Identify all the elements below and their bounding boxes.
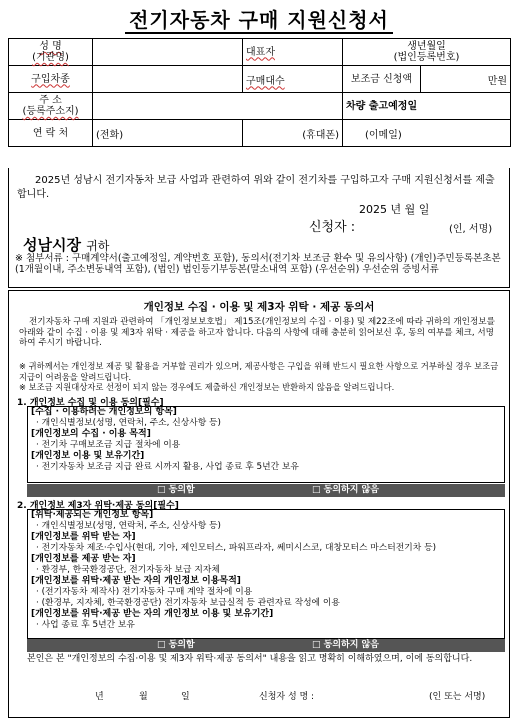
- vehicle-field[interactable]: [93, 66, 243, 93]
- section1-disagree-checkbox[interactable]: □ 동의하지 않음: [312, 485, 379, 495]
- section2-title: 2. 개인정보 제3자 위탁·제공 동의[필수]: [17, 501, 179, 511]
- declaration-text: 2025년 성남시 전기자동차 보급 사업과 관련하여 위와 같이 전기차를 구입하고자 구매 지원신청서를 제출합니다.: [17, 175, 495, 200]
- name-field[interactable]: [93, 39, 243, 66]
- address-label: 주 소 (등록주소지): [9, 93, 93, 120]
- ceo-label: 대표자: [243, 39, 343, 66]
- declaration-date: 2025 년 월 일: [359, 203, 430, 216]
- birth-label: 생년월일 (법인등록번호): [343, 39, 511, 66]
- phone-field[interactable]: (전화): [93, 120, 243, 147]
- mobile-field[interactable]: (휴대폰): [243, 120, 343, 147]
- section1-agree-bar: [27, 484, 505, 497]
- section2-agree-checkbox[interactable]: □ 동의함: [157, 640, 195, 650]
- subsidy-label: 보조금 신청액: [343, 66, 421, 93]
- email-field[interactable]: (이메일): [343, 120, 511, 147]
- declaration-section: [8, 168, 510, 288]
- section1-agree-checkbox[interactable]: □ 동의함: [157, 485, 195, 495]
- attachment-note: ※ 첨부서류 : 구매계약서(출고예정일, 계약번호 포함), 동의서(전기차 보조금 환수 및 유의사항) (개인)주민등록본초본(1개월이내, 주소변동내역 포함), (법인) 법인등기부등본(말소내역 포함) (우선순위) 우선순위 증빙서류: [15, 253, 501, 275]
- section1-box: [수집 · 이용하려는 개인정보의 항목] · 개인식별정보(성명, 연락처, 주소, 신상사항 등) [개인정보의 수집 · 이용 목적] · 전기차 구매보조금 지급 절차에 이용 [개인정보 이용 및 보유기간] · 전기자동차 보조금 지급 완료 시까지 활용, 사업 종료 후 5년간 보유: [27, 406, 505, 483]
- contact-label: 연 락 처: [9, 120, 93, 147]
- consent-title: 개인정보 수집 · 이용 및 제3자 위탁 · 제공 동의서: [143, 301, 375, 313]
- address-field[interactable]: [93, 93, 343, 120]
- applicant-info-table: [8, 38, 511, 147]
- section1-title: 1. 개인정보 수집 및 이용 동의[필수]: [17, 398, 164, 408]
- page-title: 전기자동차 구매 지원신청서: [0, 4, 518, 33]
- consent-warnings: ※ 귀하께서는 개인정보 제공 및 활용을 거부할 권리가 있으며, 제공사항은 구입을 위해 반드시 필요한 사항으로 거부하실 경우 보조금 지급이 어려움을 알려드립니다. ※ 보조금 지원대상자로 선정이 되지 않는 경우에도 제출하신 개인정보는 반환하지 않음을 알려드립니다.: [19, 361, 499, 392]
- applicant-label: 신청자 :: [309, 220, 356, 235]
- vehicle-label: 구입차종: [9, 66, 93, 93]
- name-label: 성 명 (기관명): [9, 39, 93, 66]
- quantity-label: 구매대수: [243, 66, 343, 93]
- section2-disagree-checkbox[interactable]: □ 동의하지 않음: [312, 640, 379, 650]
- consent-intro: 전기자동차 구매 지원과 관련하여 「개인정보보호법」 제15조(개인정보의 수집 · 이용) 및 제22조에 따라 귀하의 개인정보를 아래와 같이 수집 · 이용 및 제3자 위탁 · 제공을 하고자 합니다. 다음의 사항에 대해 충분히 읽어보신 후, 동의 여부를 체크, 서명하여 주시기 바랍니다.: [19, 317, 495, 348]
- section2-agree-bar: [27, 639, 505, 652]
- consent-section: 개인정보 수집 · 이용 및 제3자 위탁 · 제공 동의서 전기자동차 구매 지원과 관련하여 「개인정보보호법」 제15조(개인정보의 수집 · 이용) 및 제22조에 따라 귀하의 개인정보를 아래와 같이 수집 · 이용 및 제3자 위탁 · 제공을 하고자 합니다. 다음의 사항에 대해 충분히 읽어보신 후, 동의 여부를 체크, 서명하여 주시기 바랍니다. ※ 귀하께서는 개인정보 제공 및 활용을 거부할 권리가 있으며, 제공사항은 구입을 위해 반드시 필요한 사항으로 거부하실 경우 보조금 지급이 어려움을 알려드립니다. ※ 보조금 지원대상자로 선정이 되지 않는 경우에도 제출하신 개인정보는 반환하지 않음을 알려드립니다. 1. 개인정보 수집 및 이용 동의[필수] [수집 · 이용하려는 개인정보의 항목] · 개인식별정보(성명, 연락처, 주소, 신상사항 등) [개인정보의 수집 · 이용 목적] · 전기차 구매보조금 지급 절차에 이용 [개인정보 이용 및 보유기간] · 전기자동차 보조금 지급 완료 시까지 활용, 사업 종료 후 5년간 보유 □ 동의함 □ 동의하지 않음 2. 개인정보 제3자 위탁·제공 동의[필수] [위탁·제공되는 개인정보 항목] · 개인식별정보(성명, 연락처, 주소, 신상사항 등) [개인정보를 위탁 받는 자] · 전기자동차 제조·수입사(현대, 기아, 제인모터스, 파워프라자, 쎄미시스코, 대창모터스 마스터전기차 등) [개인정보를 제공 받는 자] · 환경부, 한국환경공단, 전기자동차 보급 지자체 [개인정보를 위탁·제공 받는 자의 개인정보 이용목적] · (전기자동차 제작사) 전기자동차 구매 계약 절차에 이용 · (환경부, 지자체, 한국환경공단) 전기자동차 보급실적 등 관련자료 작성에 이용 [개인정보를 위탁·제공 받는 자의 개인정보 이용 및 보유기간] · 사업 종료 후 5년간 보유 □ 동의함 □ 동의하지 않음 본인은 본 "개인정보의 수집·이용 및 제3자 위탁·제공 동의서" 내용을 읽고 명확히 이해하였으며, 이에 동의합니다. 년 월 일 신청자 성 명 : (인 또는 서명): [8, 290, 510, 718]
- sign-mark: (인, 서명): [449, 224, 493, 235]
- release-date-label: 차량 출고예정일: [343, 93, 511, 120]
- recipient: 성남시장 귀하: [23, 236, 110, 254]
- section2-box: [위탁·제공되는 개인정보 항목] · 개인식별정보(성명, 연락처, 주소, 신상사항 등) [개인정보를 위탁 받는 자] · 전기자동차 제조·수입사(현대, 기아, 제인모터스, 파워프라자, 쎄미시스코, 대창모터스 마스터전기차 등) [개인정보를 제공 받는 자] · 환경부, 한국환경공단, 전기자동차 보급 지자체 [개인정보를 위탁·제공 받는 자의 개인정보 이용목적] · (전기자동차 제작사) 전기자동차 구매 계약 절차에 이용 · (환경부, 지자체, 한국환경공단) 전기자동차 보급실적 등 관련자료 작성에 이용 [개인정보를 위탁·제공 받는 자의 개인정보 이용 및 보유기간] · 사업 종료 후 5년간 보유: [27, 509, 505, 639]
- consent-final-statement: 본인은 본 "개인정보의 수집·이용 및 제3자 위탁·제공 동의서" 내용을 읽고 명확히 이해하였으며, 이에 동의합니다.: [27, 654, 473, 664]
- subsidy-unit[interactable]: 만원: [421, 66, 511, 93]
